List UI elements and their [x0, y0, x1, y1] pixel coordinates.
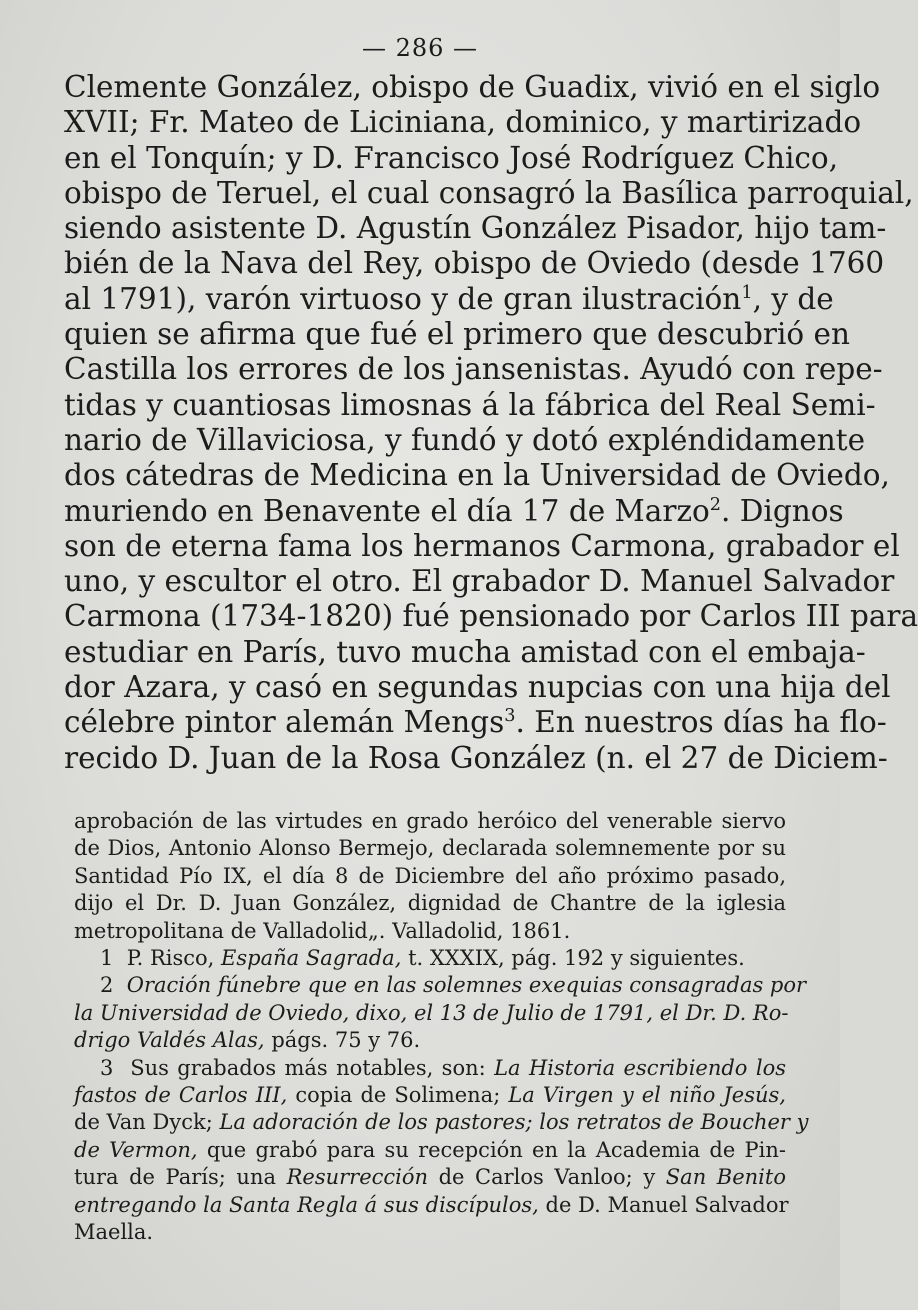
footnote-line: aprobación de las virtudes en grado heróico del venerable siervo: [74, 809, 786, 833]
text-line: uno, y escultor el otro. El grabador D. Manuel Salvador: [64, 564, 895, 599]
footnote-line: de Dios, Antonio Alonso Bermejo, declarada solemnemente por su: [74, 836, 786, 861]
footnote-text: P. Risco,: [126, 946, 215, 971]
footnote-title: La adoración de los pastores; los retratos de Boucher y: [219, 1110, 809, 1135]
text-line: obispo de Teruel, el cual consagró la Basílica parroquial,: [64, 175, 914, 210]
text-line: Castilla los errores de los jansenistas. Ayudó con repe-: [64, 352, 883, 387]
footnote-line: [74, 1000, 789, 1027]
footnote-title: entregando la Santa Regla á sus discípulos,: [74, 1192, 539, 1217]
footnote-2: [74, 972, 807, 999]
text-line: dos cátedras de Medicina en la Universidad de Oviedo,: [64, 458, 890, 493]
text-line: bién de la Nava del Rey, obispo de Oviedo (desde 1760: [64, 246, 885, 281]
text-line: Clemente González, obispo de Guadix, vivió en el siglo: [64, 70, 881, 104]
footnote-text: t. XXXIX, pág. 192 y siguientes.: [408, 946, 745, 971]
footnote-number: 2: [100, 973, 114, 998]
footnote-title: de Vermon,: [74, 1137, 198, 1162]
footnote-ref-2: 2: [709, 494, 722, 515]
text-fragment: . En nuestros días ha flo-: [515, 705, 887, 740]
text-line: [64, 493, 844, 529]
footnote-number: 1: [100, 946, 114, 971]
text-line: [64, 281, 834, 317]
footnote-text: que grabó para su recepción en la Academia de Pin-: [206, 1137, 786, 1162]
text-line: dor Azara, y casó en segundas nupcias con una hija del: [64, 670, 891, 705]
footnotes: [74, 808, 809, 1247]
footnote-line: [74, 1082, 786, 1109]
footnote-number: 3: [100, 1055, 114, 1080]
text-line: siendo asistente D. Agustín González Pisador, hijo tam-: [64, 211, 887, 246]
footnote-line: [74, 1027, 786, 1054]
footnote-line: Santidad Pío IX, el día 8 de Diciembre del año próximo pasado,: [74, 863, 786, 888]
text-line: XVII; Fr. Mateo de Liciniana, dominico, y martirizado: [64, 105, 862, 140]
footnote-line: dijo el Dr. D. Juan González, dignidad de Chantre de la iglesia: [74, 891, 786, 916]
footnote-text: de D. Manuel Salvador: [545, 1192, 789, 1217]
text-fragment: , y de: [752, 281, 834, 316]
footnote-line: metropolitana de Valladolid„. Valladolid, 1861.: [74, 918, 571, 943]
footnote-line: [74, 1137, 786, 1164]
page-number: — 286 —: [361, 34, 479, 62]
footnote-title: San Benito: [665, 1165, 786, 1190]
text-line: estudiar en París, tuvo mucha amistad con el embaja-: [64, 634, 866, 669]
footnote-title: fastos de Carlos III,: [74, 1083, 288, 1108]
footnote-text: de Carlos Vanloo; y: [438, 1165, 656, 1190]
text-line: son de eterna fama los hermanos Carmona, grabador el: [64, 528, 900, 563]
footnote-text: de Van Dyck;: [74, 1110, 213, 1135]
footnote-title: drigo Valdés Alas,: [74, 1028, 265, 1053]
text-line: Carmona (1734-1820) fué pensionado por Carlos III para: [64, 599, 918, 634]
text-line: tidas y cuantiosas limosnas á la fábrica del Real Semi-: [64, 387, 876, 422]
footnote-title: España Sagrada,: [221, 946, 402, 971]
footnote-title: Resurrección: [286, 1165, 429, 1190]
text-line: quien se afirma que fué el primero que descubrió en: [64, 317, 850, 352]
footnote-text: tura de París; una: [74, 1165, 276, 1190]
footnote-line: Maella.: [74, 1220, 154, 1245]
footnote-line: [74, 1164, 786, 1191]
footnote-ref-3: 3: [504, 706, 516, 727]
footnote-line: [74, 1192, 789, 1219]
text-line: nario de Villaviciosa, y fundó y dotó expléndidamente: [64, 422, 866, 457]
footnote-title: La Historia escribiendo los: [494, 1055, 786, 1080]
footnote-title: la Universidad de Oviedo, dixo, el 13 de Julio de 1791, el Dr. D. Ro-: [74, 1000, 789, 1025]
footnote-line: [74, 1109, 809, 1136]
footnote-text: págs. 75 y 76.: [271, 1028, 421, 1053]
footnote-text: copia de Solimena;: [295, 1083, 501, 1108]
text-line: [64, 705, 887, 740]
footnote-text: Sus grabados más notables, son:: [130, 1055, 486, 1080]
footnote-title: Oración fúnebre que en las solemnes exequias consagradas por: [126, 973, 807, 998]
main-text: [64, 70, 918, 776]
text-line: en el Tonquín; y D. Francisco José Rodríguez Chico,: [64, 140, 839, 175]
text-fragment: . Dignos: [721, 493, 844, 528]
text-line: recido D. Juan de la Rosa González (n. el 27 de Diciem-: [64, 740, 888, 775]
footnote-title: La Virgen y el niño Jesús,: [508, 1083, 786, 1108]
footnote-ref-1: 1: [741, 282, 753, 303]
text-fragment: célebre pintor alemán Mengs: [64, 705, 505, 740]
text-fragment: muriendo en Benavente el día 17 de Marzo: [64, 493, 710, 528]
text-fragment: al 1791), varón virtuoso y de gran ilustración: [64, 281, 742, 316]
footnote-1: [74, 945, 786, 972]
footnote-3: [74, 1055, 786, 1082]
